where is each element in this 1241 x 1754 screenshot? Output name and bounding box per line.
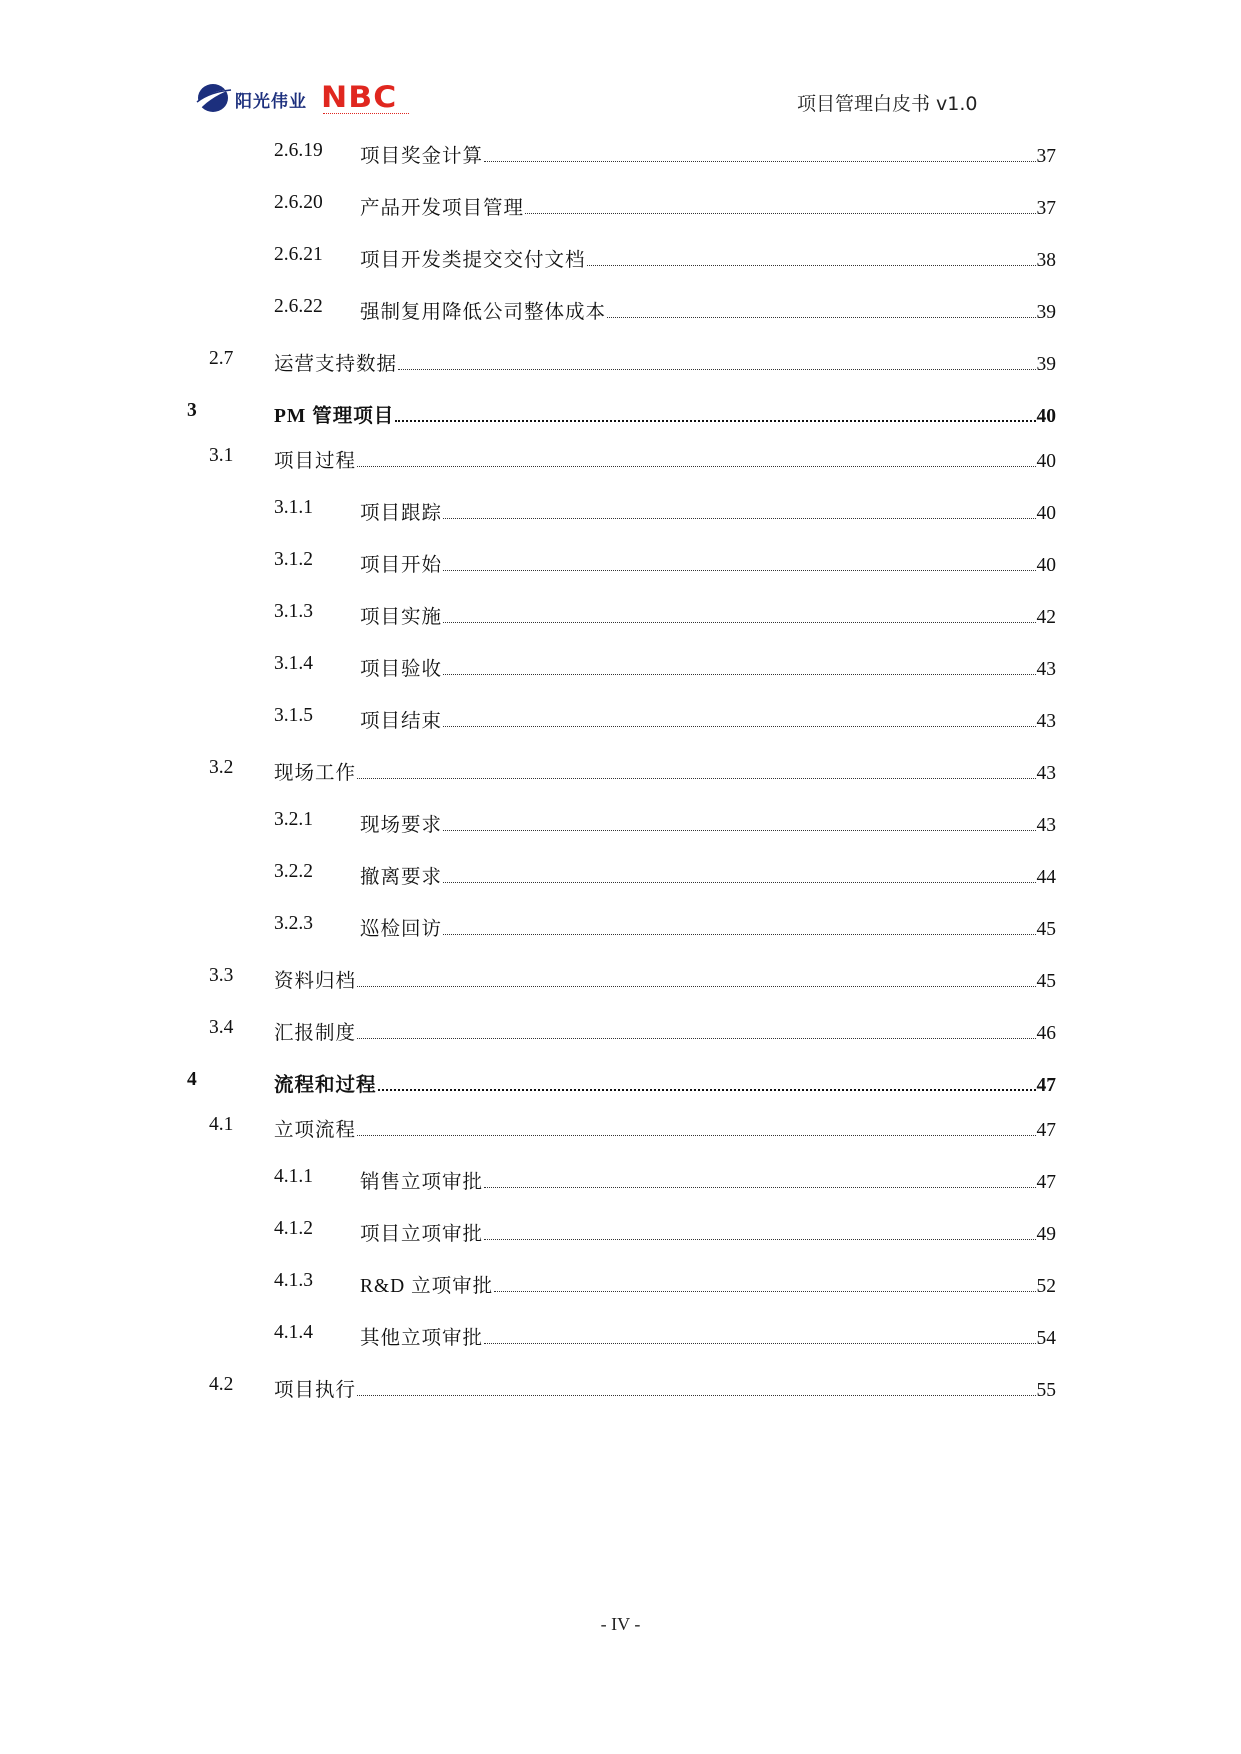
- dot-leader: [378, 1088, 1036, 1091]
- toc-entry-title: PM 管理项目: [274, 406, 395, 427]
- toc-entry-page: 55: [1036, 1380, 1056, 1401]
- toc-entry-title: 强制复用降低公司整体成本: [360, 302, 607, 323]
- toc-entry[interactable]: [0, 1017, 1241, 1047]
- toc-entry-title: 现场要求: [360, 815, 443, 836]
- toc-entry-title: 撤离要求: [360, 867, 443, 888]
- toc-entry[interactable]: [0, 1270, 1241, 1300]
- toc-entry-title: 资料归档: [274, 971, 357, 992]
- toc-entry[interactable]: [0, 965, 1241, 995]
- toc-entry-page: 47: [1036, 1120, 1056, 1141]
- toc-entry[interactable]: [0, 348, 1241, 378]
- dot-leader: [357, 1037, 1035, 1039]
- toc-entry-page: 43: [1036, 659, 1056, 680]
- toc-entry-title: 现场工作: [274, 763, 357, 784]
- toc-entry-title: 其他立项审批: [360, 1328, 484, 1349]
- toc-entry[interactable]: [0, 400, 1241, 430]
- swoosh-globe-icon: [193, 80, 233, 116]
- toc-entry-page: 37: [1036, 146, 1056, 167]
- toc-entry-number: 4.1.4: [274, 1322, 313, 1343]
- toc-entry-number: 2.6.21: [274, 244, 323, 265]
- toc-entry-title: 销售立项审批: [360, 1172, 484, 1193]
- dot-leader: [398, 368, 1035, 370]
- dot-leader: [395, 419, 1035, 422]
- toc-entry-number: 4.1: [209, 1114, 234, 1135]
- toc-entry-page: 37: [1036, 198, 1056, 219]
- toc-entry-number: 3: [187, 400, 197, 421]
- dot-leader: [357, 465, 1035, 467]
- toc-entry-number: 3.1.1: [274, 497, 313, 518]
- page-header: [0, 0, 1241, 130]
- toc-entry-page: 44: [1036, 867, 1056, 888]
- logo-brand: NBC: [321, 80, 398, 114]
- toc-entry-page: 46: [1036, 1023, 1056, 1044]
- toc-entry-number: 3.2.2: [274, 861, 313, 882]
- document-title: 项目管理白皮书 v1.0: [797, 93, 978, 115]
- toc-entry-page: 47: [1036, 1075, 1056, 1096]
- toc-entry[interactable]: [0, 1322, 1241, 1352]
- dot-leader: [484, 160, 1035, 162]
- toc-entry-title: R&D 立项审批: [360, 1276, 494, 1297]
- dot-leader: [443, 517, 1035, 519]
- toc-entry-title: 项目结束: [360, 711, 443, 732]
- toc-entry-page: 43: [1036, 815, 1056, 836]
- toc-entry-number: 3.1.2: [274, 549, 313, 570]
- toc-entry[interactable]: [0, 1374, 1241, 1404]
- toc-entry-number: 3.2.3: [274, 913, 313, 934]
- toc-entry-number: 3.2: [209, 757, 234, 778]
- toc-entry-title: 运营支持数据: [274, 354, 398, 375]
- dot-leader: [484, 1342, 1035, 1344]
- toc-entry-page: 49: [1036, 1224, 1056, 1245]
- toc-entry-number: 2.6.19: [274, 140, 323, 161]
- toc-entry-title: 产品开发项目管理: [360, 198, 525, 219]
- toc-entry[interactable]: [0, 705, 1241, 735]
- toc-entry-number: 3.1.3: [274, 601, 313, 622]
- dot-leader: [484, 1238, 1035, 1240]
- toc-entry[interactable]: [0, 244, 1241, 274]
- dot-leader: [443, 673, 1035, 675]
- dot-leader: [587, 264, 1036, 266]
- toc-entry-page: 43: [1036, 711, 1056, 732]
- dot-leader: [443, 881, 1035, 883]
- toc-entry[interactable]: [0, 1114, 1241, 1144]
- dot-leader: [494, 1290, 1035, 1292]
- toc-entry-number: 2.7: [209, 348, 234, 369]
- toc-entry-number: 4: [187, 1069, 197, 1090]
- toc-entry-title: 项目验收: [360, 659, 443, 680]
- toc-entry-number: 4.1.1: [274, 1166, 313, 1187]
- toc-entry[interactable]: [0, 809, 1241, 839]
- toc-entry-page: 42: [1036, 607, 1056, 628]
- toc-entry-title: 项目实施: [360, 607, 443, 628]
- toc-entry[interactable]: [0, 601, 1241, 631]
- dot-leader: [357, 1134, 1035, 1136]
- toc-entry[interactable]: [0, 861, 1241, 891]
- toc-entry[interactable]: [0, 192, 1241, 222]
- toc-entry[interactable]: [0, 1218, 1241, 1248]
- toc-entry-page: 54: [1036, 1328, 1056, 1349]
- toc-entry[interactable]: [0, 140, 1241, 170]
- toc-entry-number: 2.6.22: [274, 296, 323, 317]
- toc-entry[interactable]: [0, 913, 1241, 943]
- toc-entry-number: 3.1.4: [274, 653, 313, 674]
- toc-entry-title: 流程和过程: [274, 1075, 377, 1096]
- dot-leader: [443, 725, 1035, 727]
- dot-leader: [525, 212, 1035, 214]
- toc-entry-title: 项目立项审批: [360, 1224, 484, 1245]
- toc-entry-page: 47: [1036, 1172, 1056, 1193]
- toc-entry-number: 4.1.3: [274, 1270, 313, 1291]
- toc-entry-number: 2.6.20: [274, 192, 323, 213]
- toc-entry-page: 43: [1036, 763, 1056, 784]
- toc-entry-title: 巡检回访: [360, 919, 443, 940]
- toc-entry[interactable]: [0, 1069, 1241, 1099]
- toc-entry-page: 40: [1036, 555, 1056, 576]
- toc-entry[interactable]: [0, 653, 1241, 683]
- toc-entry-number: 3.1.5: [274, 705, 313, 726]
- toc-entry[interactable]: [0, 757, 1241, 787]
- toc-entry-page: 52: [1036, 1276, 1056, 1297]
- dot-leader: [357, 985, 1035, 987]
- toc-entry-page: 38: [1036, 250, 1056, 271]
- toc-entry-title: 项目跟踪: [360, 503, 443, 524]
- toc-entry[interactable]: [0, 296, 1241, 326]
- page-number: - IV -: [600, 1614, 641, 1634]
- toc-entry-title: 立项流程: [274, 1120, 357, 1141]
- toc-entry-number: 3.3: [209, 965, 234, 986]
- toc-entry-title: 汇报制度: [274, 1023, 357, 1044]
- dot-leader: [443, 829, 1035, 831]
- toc-entry-title: 项目执行: [274, 1380, 357, 1401]
- toc-entry-page: 45: [1036, 971, 1056, 992]
- dot-leader: [607, 316, 1035, 318]
- toc-entry[interactable]: [0, 445, 1241, 475]
- toc-entry-page: 45: [1036, 919, 1056, 940]
- toc-entry-number: 3.2.1: [274, 809, 313, 830]
- toc-entry-page: 40: [1036, 451, 1056, 472]
- toc-entry-title: 项目过程: [274, 451, 357, 472]
- toc-entry-number: 4.2: [209, 1374, 234, 1395]
- toc-entry-title: 项目奖金计算: [360, 146, 484, 167]
- toc-entry-page: 39: [1036, 354, 1056, 375]
- toc-entry-number: 3.4: [209, 1017, 234, 1038]
- dot-leader: [443, 621, 1035, 623]
- logo-chinese-name: 阳光伟业: [235, 92, 307, 112]
- toc-entry-number: 3.1: [209, 445, 234, 466]
- dot-leader: [443, 933, 1035, 935]
- toc-entry[interactable]: [0, 549, 1241, 579]
- toc-entry-page: 40: [1036, 406, 1056, 427]
- toc-entry-page: 39: [1036, 302, 1056, 323]
- toc-entry[interactable]: [0, 497, 1241, 527]
- logo-tagline-line: [323, 113, 409, 116]
- toc-entry-page: 40: [1036, 503, 1056, 524]
- toc-entry-title: 项目开发类提交交付文档: [360, 250, 586, 271]
- toc-entry-title: 项目开始: [360, 555, 443, 576]
- dot-leader: [443, 569, 1035, 571]
- dot-leader: [357, 1394, 1035, 1396]
- dot-leader: [484, 1186, 1035, 1188]
- dot-leader: [357, 777, 1035, 779]
- toc-entry[interactable]: [0, 1166, 1241, 1196]
- toc-entry-number: 4.1.2: [274, 1218, 313, 1239]
